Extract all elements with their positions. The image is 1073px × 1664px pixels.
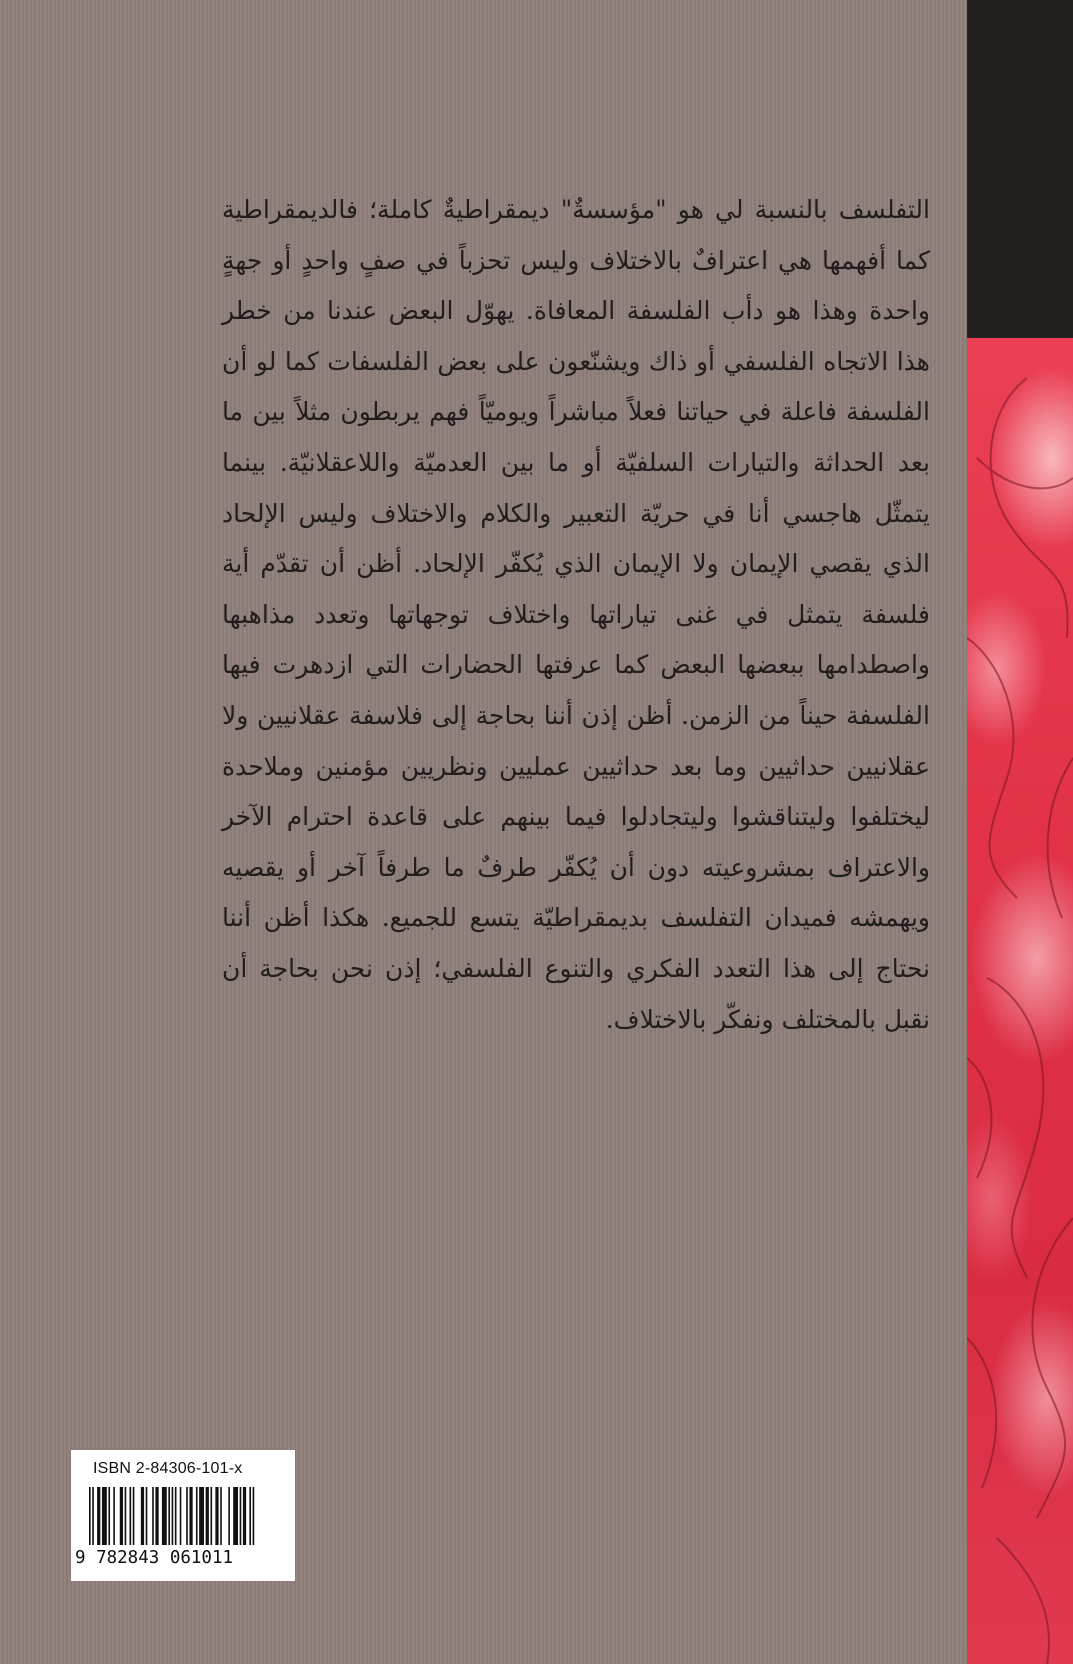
spine-cover-artwork [967, 338, 1073, 1664]
barcode-bar [186, 1487, 188, 1545]
barcode-label [71, 1450, 295, 1581]
barcode-bar [253, 1487, 255, 1545]
barcode-bar [172, 1487, 174, 1545]
barcode-bar [196, 1487, 198, 1545]
spine-strip [967, 0, 1073, 1664]
barcode-bar [249, 1487, 251, 1545]
barcode-bar [125, 1487, 127, 1545]
barcode-bar [168, 1487, 170, 1545]
barcode-bar [155, 1487, 158, 1545]
barcode-bar [130, 1487, 132, 1545]
barcode-bar [175, 1487, 177, 1545]
barcode-bar [120, 1487, 123, 1545]
barcode-bar [97, 1487, 100, 1545]
barcode-bar [206, 1487, 209, 1545]
artwork-sketch-lines [967, 338, 1073, 1664]
barcode-bar [113, 1487, 115, 1545]
barcode-bar [199, 1487, 204, 1545]
barcode-bar [180, 1487, 182, 1545]
barcode-bar [211, 1487, 213, 1545]
barcode-bar [108, 1487, 110, 1545]
barcode-bar [233, 1487, 238, 1545]
isbn-text: ISBN 2-84306-101-x [93, 1460, 243, 1477]
barcode-bar [92, 1487, 94, 1545]
barcode-bar [89, 1487, 91, 1545]
back-cover-blurb: التفلسف بالنسبة لي هو "مؤسسةٌ" ديمقراطيةٌ كاملة؛ فالديمقراطية كما أفهمها هي اعترافٌ بالاختلاف وليس تحزباً في صفٍ واحدٍ أو جهةٍ واحدة وهذا هو دأب الفلسفة المعافاة. يهوّل البعض عندنا من خطر هذا الاتجاه الفلسفي أو ذاك ويشنّعون على بعض الفلسفات كما لو أن الفلسفة فاعلة في حياتنا فعلاً مباشراً ويوميّاً فهم يربطون مثلاً بين ما بعد الحداثة والتيارات السلفيّة أو ما بين العدميّة واللاعقلانيّة. بينما يتمثّل هاجسي أنا في حريّة التعبير والكلام والاختلاف وليس الإلحاد الذي يقصي الإيمان ولا الإيمان الذي يُكفّر الإلحاد. أظن أن تقدّم أية فلسفة يتمثل في غنى تياراتها واختلاف توجهاتها وتعدد مذاهبها واصطدامها ببعضها البعض كما عرفتها الحضارات التي ازدهرت فيها الفلسفة حيناً من الزمن. أظن إذن أننا بحاجة إلى فلاسفة عقلانيين ولا عقلانيين حداثيين وما بعد حداثيين عمليين ونظريين مؤمنين وملاحدة ليختلفوا وليتناقشوا وليتجادلوا فيما بينهم على قاعدة احترام الآخر والاعتراف بمشروعيته دون أن يُكفّر طرفٌ ما طرفاً آخر أو يقصيه ويهمشه فميدان التفلسف بديمقراطيّة يتسع للجميع. هكذا أظن أننا نحتاج إلى هذا التعدد الفكري والتنوع الفلسفي؛ إذن نحن بحاجة أن نقبل بالمختلف ونفكّر بالاختلاف. [222, 195, 930, 1034]
barcode-bar [102, 1487, 107, 1545]
barcode-bar [220, 1487, 222, 1545]
barcode-bar [189, 1487, 192, 1545]
barcode-bar [215, 1487, 218, 1545]
barcode-bar [152, 1487, 154, 1545]
barcode-bar [162, 1487, 167, 1545]
barcode-bars [89, 1487, 279, 1545]
barcode-bar [240, 1487, 242, 1545]
barcode-bar [228, 1487, 230, 1545]
barcode-number: 9 782843 061011 [75, 1548, 234, 1568]
barcode-bar [146, 1487, 148, 1545]
spine-dark-band [967, 0, 1073, 338]
barcode-bar [133, 1487, 135, 1545]
barcode-bar [141, 1487, 144, 1545]
barcode-bar [243, 1487, 246, 1545]
